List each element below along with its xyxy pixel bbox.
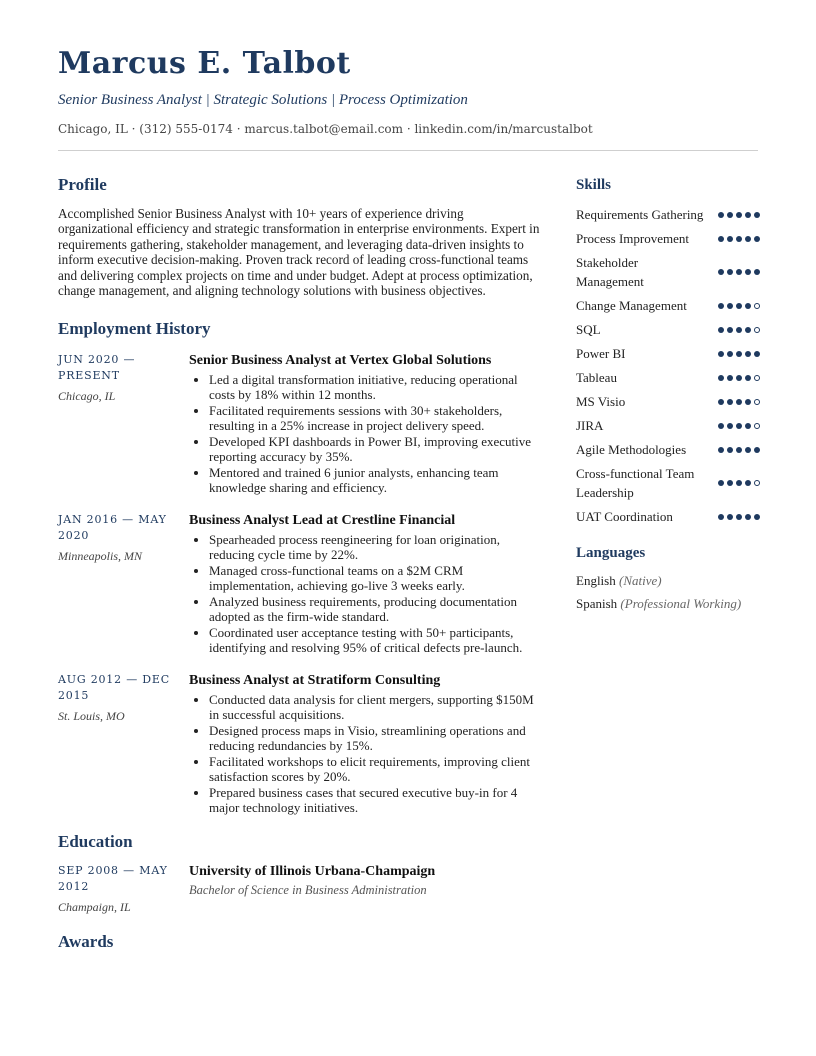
rating-dot-empty <box>754 375 760 381</box>
rating-dot-filled <box>718 351 724 357</box>
rating-dot-filled <box>727 423 733 429</box>
rating-dot-filled <box>727 480 733 486</box>
skill-row <box>576 344 760 363</box>
rating-dot-filled <box>727 514 733 520</box>
rating-dot-filled <box>736 447 742 453</box>
rating-dot-empty <box>754 303 760 309</box>
skill-name: Process Improvement <box>576 231 690 246</box>
job-body <box>189 352 542 495</box>
rating-dot-filled <box>736 480 742 486</box>
job-meta <box>58 672 176 724</box>
skill-row <box>576 296 760 315</box>
skill-name: Cross-functional Team Leadership <box>576 466 695 500</box>
rating-dot-filled <box>754 212 760 218</box>
rating-dot-filled <box>727 351 733 357</box>
candidate-subtitle: Senior Business Analyst | Strategic Solutions | Process Optimization <box>58 92 468 108</box>
skill-name: Power BI <box>576 346 626 361</box>
rating-dot-filled <box>736 236 742 242</box>
skill-row <box>576 416 760 435</box>
job-entry <box>58 512 542 655</box>
rating-dot-filled <box>718 480 724 486</box>
languages-list <box>576 572 760 613</box>
language-row <box>576 595 760 613</box>
skill-rating <box>718 351 760 357</box>
rating-dot-filled <box>718 375 724 381</box>
skill-row <box>576 440 760 459</box>
skill-row <box>576 507 760 526</box>
job-bullet: • Designed process maps in Visio, streamlining operations and reducing redundancies by 15%. <box>209 724 542 753</box>
skill-name: Change Management <box>576 298 687 313</box>
job-bullets <box>189 533 542 655</box>
skill-rating <box>718 269 760 275</box>
rating-dot-filled <box>745 480 751 486</box>
language-level: (Native) <box>618 573 662 588</box>
rating-dot-filled <box>745 327 751 333</box>
job-bullet: • Developed KPI dashboards in Power BI, improving executive reporting accuracy by 35%. <box>209 435 542 464</box>
skill-row <box>576 253 760 291</box>
rating-dot-filled <box>736 375 742 381</box>
job-bullet: • Conducted data analysis for client mergers, supporting $150M in successful acquisitions. <box>209 693 542 722</box>
skill-row <box>576 229 760 248</box>
job-body <box>189 672 542 815</box>
rating-dot-filled <box>727 375 733 381</box>
rating-dot-empty <box>754 327 760 333</box>
job-dates: JAN 2016 — MAY 2020 <box>58 513 167 543</box>
job-list <box>58 352 542 815</box>
rating-dot-filled <box>736 351 742 357</box>
skill-name: MS Visio <box>576 394 626 409</box>
job-bullets <box>189 693 542 815</box>
rating-dot-filled <box>727 327 733 333</box>
job-bullet: • Mentored and trained 6 junior analysts, enhancing team knowledge sharing and efficiency. <box>209 466 542 495</box>
job-meta <box>58 352 176 404</box>
header-divider <box>58 150 758 151</box>
rating-dot-filled <box>727 303 733 309</box>
awards-heading: Awards <box>58 932 114 952</box>
education-section <box>58 831 542 913</box>
skill-row <box>576 205 760 224</box>
skill-rating <box>718 375 760 381</box>
skill-name: JIRA <box>576 418 604 433</box>
skills-section <box>576 174 760 526</box>
rating-dot-filled <box>718 269 724 275</box>
job-bullet: • Managed cross-functional teams on a $2M CRM implementation, achieving go-live 3 weeks early. <box>209 564 542 593</box>
profile-heading: Profile <box>58 175 107 194</box>
rating-dot-filled <box>745 423 751 429</box>
job-dates: AUG 2012 — DEC 2015 <box>58 673 170 703</box>
rating-dot-filled <box>745 269 751 275</box>
rating-dot-filled <box>718 236 724 242</box>
job-bullets <box>189 373 542 495</box>
skills-list <box>576 205 760 526</box>
job-meta <box>58 512 176 564</box>
rating-dot-filled <box>754 269 760 275</box>
language-row <box>576 572 760 590</box>
rating-dot-filled <box>736 423 742 429</box>
profile-text: Accomplished Senior Business Analyst with 10+ years of experience driving organizational efficiency and strategic transformation in enterprise environments. Expert in requirements gathering, stakeholder management, and leveraging data-driven insights to inform executive decision-making. Proven track record of leading cross-functional teams and delivering complex projects on time and under budget. Adept at process optimization, change management, and aligning technology solutions with business objectives. <box>58 206 540 299</box>
rating-dot-filled <box>745 303 751 309</box>
job-entry <box>58 352 542 495</box>
skill-row <box>576 320 760 339</box>
skill-rating <box>718 303 760 309</box>
rating-dot-filled <box>745 514 751 520</box>
skill-rating <box>718 514 760 520</box>
degree-name: Bachelor of Science in Business Administration <box>189 883 427 898</box>
main-column <box>58 174 542 953</box>
rating-dot-filled <box>718 303 724 309</box>
skill-name: Stakeholder Management <box>576 255 644 289</box>
skill-name: Requirements Gathering <box>576 207 704 222</box>
skill-name: SQL <box>576 322 601 337</box>
rating-dot-filled <box>736 514 742 520</box>
skill-rating <box>718 423 760 429</box>
rating-dot-filled <box>736 212 742 218</box>
education-body <box>189 863 542 913</box>
job-bullet: • Coordinated user acceptance testing with 50+ participants, identifying and resolving 95% of critical defects pre-launch. <box>209 626 542 655</box>
skill-row <box>576 392 760 411</box>
employment-heading: Employment History <box>58 319 211 339</box>
rating-dot-filled <box>754 351 760 357</box>
job-bullet: • Prepared business cases that secured executive buy-in for 4 major technology initiatives. <box>209 786 542 815</box>
rating-dot-filled <box>745 236 751 242</box>
rating-dot-empty <box>754 399 760 405</box>
rating-dot-filled <box>745 351 751 357</box>
rating-dot-empty <box>754 480 760 486</box>
job-entry <box>58 672 542 815</box>
education-heading: Education <box>58 832 133 852</box>
rating-dot-filled <box>727 399 733 405</box>
skill-name: Tableau <box>576 370 617 385</box>
rating-dot-filled <box>754 514 760 520</box>
skill-row <box>576 464 760 502</box>
rating-dot-filled <box>754 447 760 453</box>
languages-section <box>576 542 760 613</box>
contact-line: Chicago, IL · (312) 555-0174 · marcus.talbot@email.com · linkedin.com/in/marcustalbot <box>58 122 593 136</box>
rating-dot-filled <box>718 327 724 333</box>
language-level: (Professional Working) <box>620 596 742 611</box>
rating-dot-filled <box>745 447 751 453</box>
job-bullet: • Facilitated requirements sessions with 30+ stakeholders, resulting in a 25% increase in project delivery speed. <box>209 404 542 433</box>
job-location: Minneapolis, MN <box>58 549 142 564</box>
rating-dot-filled <box>727 447 733 453</box>
skill-rating <box>718 447 760 453</box>
profile-section <box>58 174 542 298</box>
education-list <box>58 863 542 913</box>
education-location: Champaign, IL <box>58 900 131 915</box>
skill-rating <box>718 327 760 333</box>
rating-dot-filled <box>736 269 742 275</box>
skill-row <box>576 368 760 387</box>
rating-dot-filled <box>718 423 724 429</box>
language-name: English <box>576 573 616 588</box>
skill-rating <box>718 236 760 242</box>
rating-dot-filled <box>745 375 751 381</box>
job-title: Senior Business Analyst at Vertex Global Solutions <box>189 353 492 369</box>
job-title: Business Analyst at Stratiform Consulting <box>189 673 441 689</box>
languages-heading: Languages <box>576 545 646 561</box>
rating-dot-filled <box>745 212 751 218</box>
rating-dot-filled <box>727 269 733 275</box>
awards-section <box>58 931 542 953</box>
sidebar-column <box>576 174 760 618</box>
skill-rating <box>718 212 760 218</box>
rating-dot-filled <box>727 236 733 242</box>
education-dates: SEP 2008 — MAY 2012 <box>58 864 168 894</box>
rating-dot-filled <box>718 212 724 218</box>
skill-rating <box>718 480 760 486</box>
job-title: Business Analyst Lead at Crestline Financial <box>189 513 456 529</box>
employment-section <box>58 318 542 815</box>
rating-dot-filled <box>718 514 724 520</box>
candidate-name: Marcus E. Talbot <box>58 46 351 81</box>
job-dates: JUN 2020 — PRESENT <box>58 353 136 383</box>
rating-dot-filled <box>736 399 742 405</box>
skill-rating <box>718 399 760 405</box>
resume-header <box>58 44 758 137</box>
language-name: Spanish <box>576 596 618 611</box>
job-body <box>189 512 542 655</box>
rating-dot-filled <box>736 303 742 309</box>
rating-dot-filled <box>754 236 760 242</box>
skill-name: UAT Coordination <box>576 509 673 524</box>
job-location: Chicago, IL <box>58 389 116 404</box>
job-bullet: • Spearheaded process reengineering for loan origination, reducing cycle time by 22%. <box>209 533 542 562</box>
job-bullet: • Analyzed business requirements, producing documentation adopted as the firm-wide standard. <box>209 595 542 624</box>
rating-dot-filled <box>736 327 742 333</box>
rating-dot-filled <box>745 399 751 405</box>
rating-dot-filled <box>727 212 733 218</box>
rating-dot-filled <box>718 447 724 453</box>
rating-dot-empty <box>754 423 760 429</box>
skills-heading: Skills <box>576 177 612 193</box>
school-name: University of Illinois Urbana-Champaign <box>189 864 436 880</box>
job-bullet: • Led a digital transformation initiative, reducing operational costs by 18% within 12 months. <box>209 373 542 402</box>
education-entry <box>58 863 542 913</box>
rating-dot-filled <box>718 399 724 405</box>
education-meta <box>58 863 176 915</box>
job-location: St. Louis, MO <box>58 709 125 724</box>
job-bullet: • Facilitated workshops to elicit requirements, improving client satisfaction scores by 20%. <box>209 755 542 784</box>
skill-name: Agile Methodologies <box>576 442 687 457</box>
